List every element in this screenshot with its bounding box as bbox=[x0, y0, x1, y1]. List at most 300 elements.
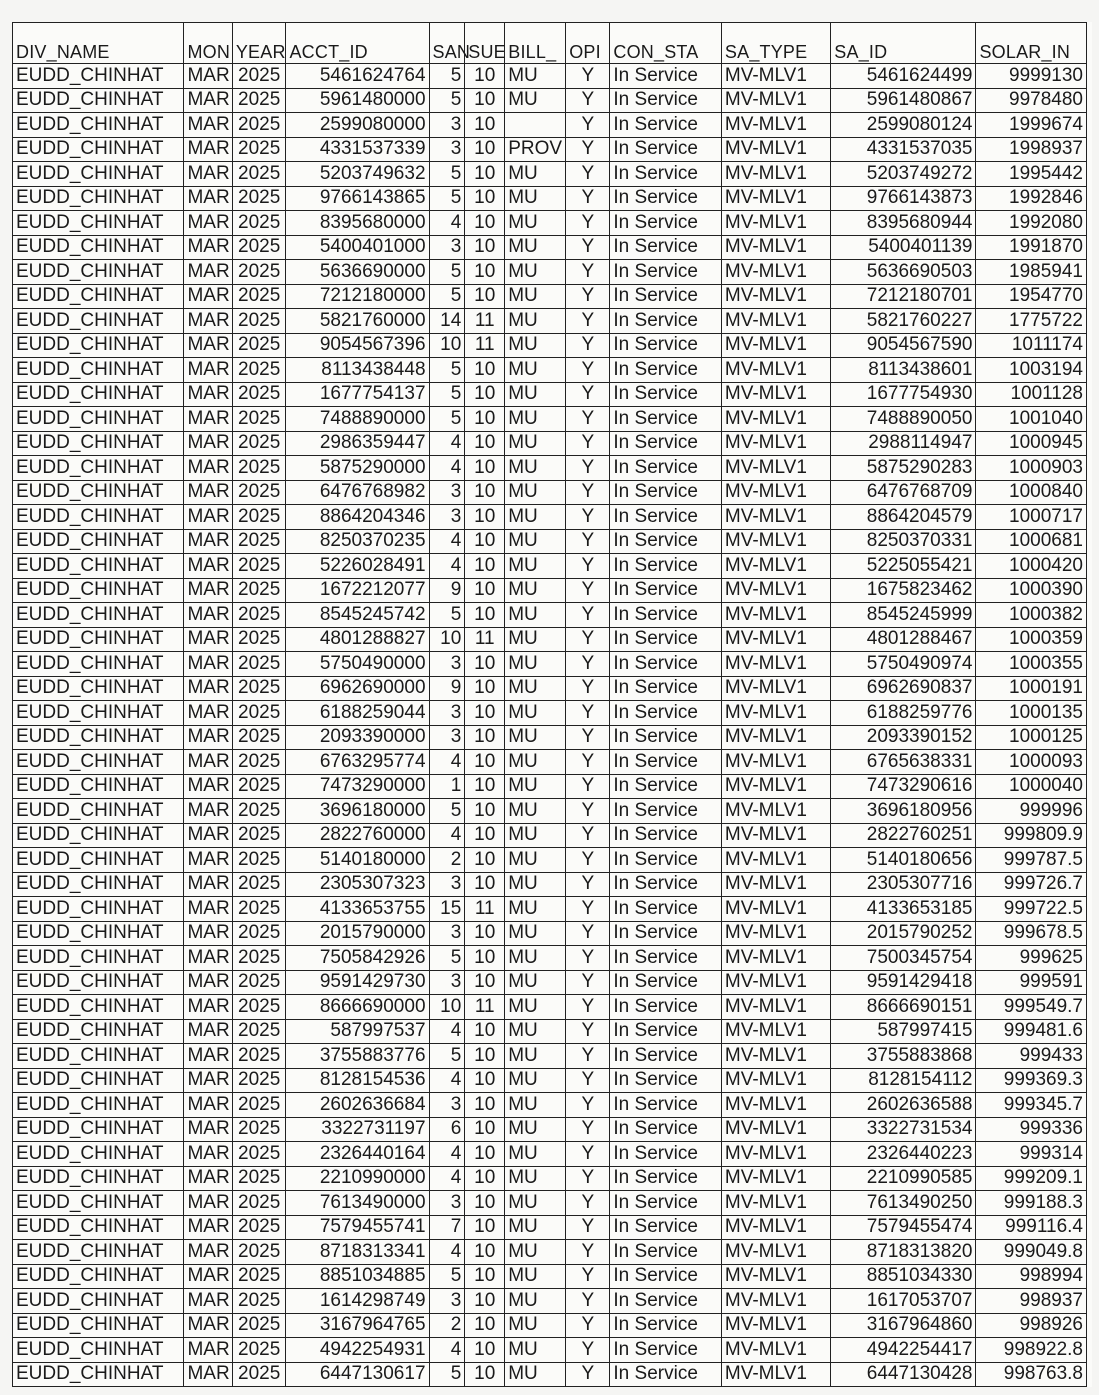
table-cell: MU bbox=[505, 774, 566, 799]
table-cell: MV-MLV1 bbox=[721, 407, 830, 432]
table-cell: In Service bbox=[610, 1117, 722, 1142]
table-cell: Y bbox=[566, 848, 610, 873]
table-cell: MAR bbox=[184, 186, 232, 211]
table-cell: In Service bbox=[610, 1264, 722, 1289]
table-cell: Y bbox=[566, 88, 610, 113]
table-cell: MV-MLV1 bbox=[721, 750, 830, 775]
table-cell: 999809.9 bbox=[976, 823, 1087, 848]
table-cell: MU bbox=[505, 1093, 566, 1118]
table-cell: 5 bbox=[429, 603, 465, 628]
table-cell: EUDD_CHINHAT bbox=[13, 603, 184, 628]
table-cell: 2210990585 bbox=[831, 1166, 976, 1191]
table-cell: 4331537035 bbox=[831, 137, 976, 162]
table-cell: 10 bbox=[465, 1313, 505, 1338]
table-cell: EUDD_CHINHAT bbox=[13, 284, 184, 309]
table-row bbox=[13, 529, 1087, 554]
table-cell: 3 bbox=[429, 725, 465, 750]
column-header: DIV_NAME bbox=[13, 23, 184, 64]
table-row bbox=[13, 1093, 1087, 1118]
table-cell: 10 bbox=[465, 701, 505, 726]
table-cell: 4 bbox=[429, 1338, 465, 1363]
table-cell: 2602636684 bbox=[286, 1093, 429, 1118]
table-cell: 1000382 bbox=[976, 603, 1087, 628]
table-cell: 1000040 bbox=[976, 774, 1087, 799]
table-cell: 5225055421 bbox=[831, 554, 976, 579]
table-cell: MU bbox=[505, 1338, 566, 1363]
table-cell: 999116.4 bbox=[976, 1215, 1087, 1240]
table-cell: 4133653185 bbox=[831, 897, 976, 922]
table-cell: 10 bbox=[465, 970, 505, 995]
table-cell: 2025 bbox=[232, 64, 286, 89]
table-row bbox=[13, 1338, 1087, 1363]
column-header: SAN bbox=[429, 23, 465, 64]
table-cell: 999726.7 bbox=[976, 872, 1087, 897]
table-cell: 4942254931 bbox=[286, 1338, 429, 1363]
table-cell: Y bbox=[566, 1093, 610, 1118]
header-row bbox=[13, 23, 1087, 64]
table-row bbox=[13, 848, 1087, 873]
table-cell: 10 bbox=[465, 284, 505, 309]
table-cell: 5 bbox=[429, 407, 465, 432]
table-cell: MV-MLV1 bbox=[721, 235, 830, 260]
table-cell: 8851034330 bbox=[831, 1264, 976, 1289]
table-cell: 2025 bbox=[232, 1117, 286, 1142]
table-cell: MAR bbox=[184, 1338, 232, 1363]
table-cell: EUDD_CHINHAT bbox=[13, 211, 184, 236]
table-cell: In Service bbox=[610, 1191, 722, 1216]
table-cell: 9054567590 bbox=[831, 333, 976, 358]
table-cell: In Service bbox=[610, 823, 722, 848]
table-cell: MV-MLV1 bbox=[721, 456, 830, 481]
table-cell: 587997415 bbox=[831, 1019, 976, 1044]
table-row bbox=[13, 652, 1087, 677]
table-cell: MV-MLV1 bbox=[721, 823, 830, 848]
table-cell: 14 bbox=[429, 309, 465, 334]
table-cell: PROV bbox=[505, 137, 566, 162]
table-row bbox=[13, 970, 1087, 995]
table-cell: In Service bbox=[610, 529, 722, 554]
table-cell: MV-MLV1 bbox=[721, 676, 830, 701]
table-cell: In Service bbox=[610, 88, 722, 113]
table-cell: 5 bbox=[429, 162, 465, 187]
table-row bbox=[13, 1068, 1087, 1093]
table-cell: 5636690000 bbox=[286, 260, 429, 285]
table-cell: 2025 bbox=[232, 774, 286, 799]
table-cell: 1000945 bbox=[976, 431, 1087, 456]
column-header: BILL_ bbox=[505, 23, 566, 64]
table-cell: 11 bbox=[465, 333, 505, 358]
table-cell: 8250370235 bbox=[286, 529, 429, 554]
table-cell: MU bbox=[505, 554, 566, 579]
table-cell: MAR bbox=[184, 1166, 232, 1191]
table-cell: MV-MLV1 bbox=[721, 1362, 830, 1387]
table-cell: 3696180956 bbox=[831, 799, 976, 824]
table-row bbox=[13, 431, 1087, 456]
table-cell: MU bbox=[505, 309, 566, 334]
table-cell: MAR bbox=[184, 848, 232, 873]
table-cell: 5461624499 bbox=[831, 64, 976, 89]
table-cell: MAR bbox=[184, 1019, 232, 1044]
table-cell: 1000135 bbox=[976, 701, 1087, 726]
table-cell: EUDD_CHINHAT bbox=[13, 186, 184, 211]
table-cell: 2986359447 bbox=[286, 431, 429, 456]
table-cell: MV-MLV1 bbox=[721, 1142, 830, 1167]
table-cell: 10 bbox=[465, 578, 505, 603]
table-cell: 5 bbox=[429, 88, 465, 113]
table-cell: 4 bbox=[429, 529, 465, 554]
table-cell: MU bbox=[505, 529, 566, 554]
table-cell: 10 bbox=[465, 1166, 505, 1191]
table-cell: 15 bbox=[429, 897, 465, 922]
table-row bbox=[13, 554, 1087, 579]
table-cell: 2025 bbox=[232, 872, 286, 897]
table-cell: 8128154536 bbox=[286, 1068, 429, 1093]
table-cell: MAR bbox=[184, 799, 232, 824]
table-cell: MAR bbox=[184, 554, 232, 579]
table-cell: 999345.7 bbox=[976, 1093, 1087, 1118]
table-cell: MU bbox=[505, 260, 566, 285]
table-cell: MAR bbox=[184, 113, 232, 138]
table-cell: MU bbox=[505, 872, 566, 897]
table-cell: In Service bbox=[610, 725, 722, 750]
table-cell: MU bbox=[505, 603, 566, 628]
table-cell: 11 bbox=[465, 995, 505, 1020]
table-cell: MV-MLV1 bbox=[721, 1093, 830, 1118]
table-cell: 998763.8 bbox=[976, 1362, 1087, 1387]
table-cell: 8718313341 bbox=[286, 1240, 429, 1265]
table-cell: MV-MLV1 bbox=[721, 799, 830, 824]
table-cell: 2025 bbox=[232, 1289, 286, 1314]
table-cell: 8250370331 bbox=[831, 529, 976, 554]
table-cell: MU bbox=[505, 1019, 566, 1044]
table-cell: MV-MLV1 bbox=[721, 431, 830, 456]
table-cell: 2025 bbox=[232, 848, 286, 873]
table-cell: 8128154112 bbox=[831, 1068, 976, 1093]
table-cell: 2025 bbox=[232, 603, 286, 628]
table-cell: 6765638331 bbox=[831, 750, 976, 775]
table-cell: 3 bbox=[429, 701, 465, 726]
table-cell: 1001040 bbox=[976, 407, 1087, 432]
table-cell: 2025 bbox=[232, 1142, 286, 1167]
table-cell: EUDD_CHINHAT bbox=[13, 529, 184, 554]
table-cell: 8864204346 bbox=[286, 505, 429, 530]
table-cell: 2599080124 bbox=[831, 113, 976, 138]
table-cell: MU bbox=[505, 1044, 566, 1069]
table-row bbox=[13, 774, 1087, 799]
table-cell: 10 bbox=[465, 1338, 505, 1363]
table-cell: MU bbox=[505, 750, 566, 775]
table-cell: 5140180656 bbox=[831, 848, 976, 873]
table-cell: Y bbox=[566, 333, 610, 358]
table-cell: 5203749272 bbox=[831, 162, 976, 187]
table-cell: MV-MLV1 bbox=[721, 211, 830, 236]
table-cell: EUDD_CHINHAT bbox=[13, 1240, 184, 1265]
table-cell: In Service bbox=[610, 1166, 722, 1191]
table-row bbox=[13, 505, 1087, 530]
table-cell: 6962690000 bbox=[286, 676, 429, 701]
table-cell: 998937 bbox=[976, 1289, 1087, 1314]
table-cell: 10 bbox=[465, 64, 505, 89]
table-cell: MAR bbox=[184, 627, 232, 652]
table-cell: 1000191 bbox=[976, 676, 1087, 701]
table-cell: 2025 bbox=[232, 235, 286, 260]
table-cell: MV-MLV1 bbox=[721, 1264, 830, 1289]
table-cell: EUDD_CHINHAT bbox=[13, 799, 184, 824]
table-cell: 2025 bbox=[232, 897, 286, 922]
table-cell: 3 bbox=[429, 235, 465, 260]
table-cell: 2025 bbox=[232, 578, 286, 603]
table-cell: 1775722 bbox=[976, 309, 1087, 334]
table-cell: 1000359 bbox=[976, 627, 1087, 652]
table-cell: Y bbox=[566, 358, 610, 383]
table-cell: 10 bbox=[465, 260, 505, 285]
table-cell: 2025 bbox=[232, 652, 286, 677]
table-cell: MU bbox=[505, 284, 566, 309]
table-cell: MAR bbox=[184, 578, 232, 603]
table-cell: 9766143873 bbox=[831, 186, 976, 211]
table-cell: 2025 bbox=[232, 1240, 286, 1265]
table-cell: Y bbox=[566, 113, 610, 138]
table-cell: 10 bbox=[465, 1093, 505, 1118]
table-cell: 2025 bbox=[232, 1338, 286, 1363]
table-cell: 3167964860 bbox=[831, 1313, 976, 1338]
table-row bbox=[13, 725, 1087, 750]
table-cell: 1675823462 bbox=[831, 578, 976, 603]
table-cell: Y bbox=[566, 603, 610, 628]
table-cell: 2025 bbox=[232, 1166, 286, 1191]
table-cell: Y bbox=[566, 456, 610, 481]
table-cell: 8545245999 bbox=[831, 603, 976, 628]
table-cell: EUDD_CHINHAT bbox=[13, 382, 184, 407]
table-cell: 10 bbox=[465, 431, 505, 456]
table-cell: Y bbox=[566, 750, 610, 775]
table-cell: 6962690837 bbox=[831, 676, 976, 701]
table-row bbox=[13, 627, 1087, 652]
table-cell: 10 bbox=[465, 505, 505, 530]
table-cell: MV-MLV1 bbox=[721, 995, 830, 1020]
table-row bbox=[13, 113, 1087, 138]
table-cell: 3 bbox=[429, 480, 465, 505]
table-cell: 999433 bbox=[976, 1044, 1087, 1069]
table-cell: EUDD_CHINHAT bbox=[13, 1191, 184, 1216]
table-cell: 10 bbox=[465, 358, 505, 383]
table-cell: MAR bbox=[184, 676, 232, 701]
table-cell: 5400401000 bbox=[286, 235, 429, 260]
table-cell: MV-MLV1 bbox=[721, 848, 830, 873]
table-cell: 998994 bbox=[976, 1264, 1087, 1289]
table-cell: 2025 bbox=[232, 431, 286, 456]
table-cell: MAR bbox=[184, 137, 232, 162]
table-cell: 1000717 bbox=[976, 505, 1087, 530]
table-cell: 2025 bbox=[232, 284, 286, 309]
table-cell: Y bbox=[566, 1191, 610, 1216]
table-cell: 10 bbox=[465, 554, 505, 579]
table-cell: MV-MLV1 bbox=[721, 872, 830, 897]
table-cell: In Service bbox=[610, 1068, 722, 1093]
table-cell: In Service bbox=[610, 113, 722, 138]
table-cell: 1954770 bbox=[976, 284, 1087, 309]
table-cell: 5 bbox=[429, 382, 465, 407]
table-cell: In Service bbox=[610, 407, 722, 432]
table-cell: In Service bbox=[610, 1215, 722, 1240]
table-cell: 10 bbox=[465, 603, 505, 628]
table-cell: In Service bbox=[610, 578, 722, 603]
table-cell: MAR bbox=[184, 1191, 232, 1216]
table-cell: 2025 bbox=[232, 1362, 286, 1387]
table-cell: 2015790000 bbox=[286, 921, 429, 946]
table-cell: MV-MLV1 bbox=[721, 284, 830, 309]
table-row bbox=[13, 603, 1087, 628]
table-cell: EUDD_CHINHAT bbox=[13, 113, 184, 138]
table-cell: 10 bbox=[429, 333, 465, 358]
column-header: SA_TYPE bbox=[721, 23, 830, 64]
table-cell: EUDD_CHINHAT bbox=[13, 333, 184, 358]
table-cell: MAR bbox=[184, 333, 232, 358]
table-cell: 998922.8 bbox=[976, 1338, 1087, 1363]
table-cell: 1000125 bbox=[976, 725, 1087, 750]
table-cell: 10 bbox=[465, 848, 505, 873]
table-cell: 3 bbox=[429, 652, 465, 677]
table-cell: MAR bbox=[184, 1093, 232, 1118]
table-cell: In Service bbox=[610, 162, 722, 187]
table-cell: MV-MLV1 bbox=[721, 1338, 830, 1363]
table-cell: Y bbox=[566, 407, 610, 432]
table-cell: MAR bbox=[184, 701, 232, 726]
table-cell: 10 bbox=[465, 211, 505, 236]
table-cell: 5 bbox=[429, 186, 465, 211]
table-cell: 999481.6 bbox=[976, 1019, 1087, 1044]
table-row bbox=[13, 211, 1087, 236]
table-cell: MV-MLV1 bbox=[721, 382, 830, 407]
table-cell: MU bbox=[505, 456, 566, 481]
table-cell: 2025 bbox=[232, 725, 286, 750]
column-header: MON bbox=[184, 23, 232, 64]
table-cell: 7473290616 bbox=[831, 774, 976, 799]
table-cell: EUDD_CHINHAT bbox=[13, 652, 184, 677]
table-cell: 8113438601 bbox=[831, 358, 976, 383]
table-cell: 1991870 bbox=[976, 235, 1087, 260]
table-cell: Y bbox=[566, 1313, 610, 1338]
table-cell: MV-MLV1 bbox=[721, 113, 830, 138]
table-cell: Y bbox=[566, 1338, 610, 1363]
table-cell: MU bbox=[505, 186, 566, 211]
table-cell: EUDD_CHINHAT bbox=[13, 946, 184, 971]
table-cell: 3 bbox=[429, 137, 465, 162]
table-cell: 5750490974 bbox=[831, 652, 976, 677]
table-cell: 2025 bbox=[232, 260, 286, 285]
table-cell: MU bbox=[505, 162, 566, 187]
table-cell: In Service bbox=[610, 1338, 722, 1363]
table-cell: Y bbox=[566, 554, 610, 579]
table-cell: 10 bbox=[465, 1240, 505, 1265]
table-cell: MAR bbox=[184, 1240, 232, 1265]
table-cell: 7500345754 bbox=[831, 946, 976, 971]
table-cell: 10 bbox=[429, 627, 465, 652]
table-cell: 999188.3 bbox=[976, 1191, 1087, 1216]
table-cell: In Service bbox=[610, 382, 722, 407]
table-cell: 5636690503 bbox=[831, 260, 976, 285]
table-row bbox=[13, 64, 1087, 89]
table-row bbox=[13, 872, 1087, 897]
table-row bbox=[13, 1166, 1087, 1191]
table-row bbox=[13, 235, 1087, 260]
table-row bbox=[13, 995, 1087, 1020]
table-cell: Y bbox=[566, 186, 610, 211]
table-cell: 11 bbox=[465, 627, 505, 652]
table-cell: Y bbox=[566, 1362, 610, 1387]
data-table bbox=[12, 22, 1087, 1387]
table-cell: 2025 bbox=[232, 750, 286, 775]
table-cell: Y bbox=[566, 1142, 610, 1167]
table-cell: MU bbox=[505, 358, 566, 383]
table-cell: 4331537339 bbox=[286, 137, 429, 162]
table-cell: 999209.1 bbox=[976, 1166, 1087, 1191]
table-cell: MAR bbox=[184, 456, 232, 481]
table-cell: 1 bbox=[429, 774, 465, 799]
table-cell: EUDD_CHINHAT bbox=[13, 676, 184, 701]
table-cell: 2025 bbox=[232, 554, 286, 579]
table-cell: MU bbox=[505, 1313, 566, 1338]
table-cell: 2093390000 bbox=[286, 725, 429, 750]
table-cell: Y bbox=[566, 897, 610, 922]
table-cell: In Service bbox=[610, 137, 722, 162]
table-cell: MV-MLV1 bbox=[721, 480, 830, 505]
table-cell: MU bbox=[505, 480, 566, 505]
table-cell: EUDD_CHINHAT bbox=[13, 407, 184, 432]
table-cell: MAR bbox=[184, 823, 232, 848]
table-cell: MU bbox=[505, 1142, 566, 1167]
table-cell: Y bbox=[566, 995, 610, 1020]
table-cell: Y bbox=[566, 970, 610, 995]
table-cell: 7488890000 bbox=[286, 407, 429, 432]
table-cell: MAR bbox=[184, 603, 232, 628]
table-cell: EUDD_CHINHAT bbox=[13, 970, 184, 995]
table-cell: 8666690151 bbox=[831, 995, 976, 1020]
table-cell: 10 bbox=[465, 1019, 505, 1044]
table-cell: MAR bbox=[184, 1117, 232, 1142]
table-cell: 2602636588 bbox=[831, 1093, 976, 1118]
table-cell: MAR bbox=[184, 1068, 232, 1093]
table-cell: EUDD_CHINHAT bbox=[13, 995, 184, 1020]
table-row bbox=[13, 358, 1087, 383]
table-cell: 1992846 bbox=[976, 186, 1087, 211]
table-cell: 2025 bbox=[232, 211, 286, 236]
table-cell: MV-MLV1 bbox=[721, 946, 830, 971]
table-row bbox=[13, 1313, 1087, 1338]
table-cell: 10 bbox=[465, 529, 505, 554]
table-cell: MU bbox=[505, 1215, 566, 1240]
table-cell: In Service bbox=[610, 897, 722, 922]
table-cell: 2025 bbox=[232, 407, 286, 432]
table-cell: 6476768709 bbox=[831, 480, 976, 505]
table-cell: MU bbox=[505, 897, 566, 922]
table-row bbox=[13, 946, 1087, 971]
table-cell: Y bbox=[566, 1068, 610, 1093]
table-cell: MU bbox=[505, 382, 566, 407]
table-cell: MAR bbox=[184, 1264, 232, 1289]
table-row bbox=[13, 1240, 1087, 1265]
table-cell: MV-MLV1 bbox=[721, 652, 830, 677]
table-cell: In Service bbox=[610, 774, 722, 799]
column-header: ACCT_ID bbox=[286, 23, 429, 64]
table-cell: EUDD_CHINHAT bbox=[13, 1068, 184, 1093]
table-cell: Y bbox=[566, 799, 610, 824]
table-cell: Y bbox=[566, 137, 610, 162]
table-cell: MU bbox=[505, 799, 566, 824]
table-cell: In Service bbox=[610, 284, 722, 309]
table-cell: 1677754930 bbox=[831, 382, 976, 407]
table-cell: 1000093 bbox=[976, 750, 1087, 775]
